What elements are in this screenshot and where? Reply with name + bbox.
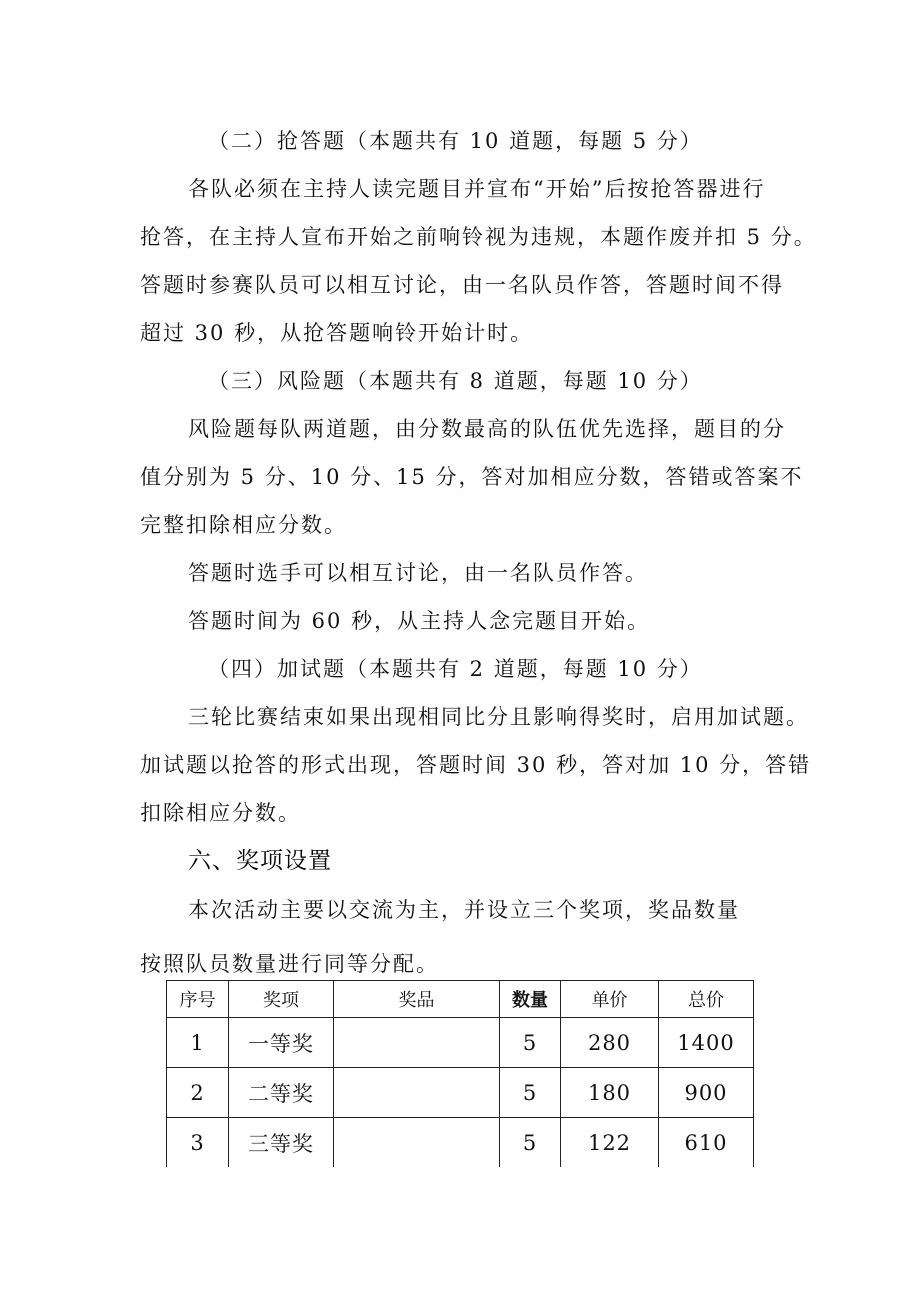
subsection-heading-quick-answer: （二）抢答题（本题共有 10 道题，每题 5 分） [208, 129, 703, 153]
header-index: 序号 [167, 981, 229, 1018]
paragraph-line: 按照队员数量进行同等分配。 [140, 952, 439, 976]
cell-prize [334, 1018, 500, 1068]
paragraph-line: 超过 30 秒，从抢答题响铃开始计时。 [140, 321, 534, 345]
header-prize: 奖品 [334, 981, 500, 1018]
paragraph-line: 抢答，在主持人宣布开始之前响铃视为违规，本题作废并扣 5 分。 [140, 225, 817, 249]
cell-total: 900 [659, 1068, 754, 1118]
paragraph-line: 三轮比赛结束如果出现相同比分且影响得奖时，启用加试题。 [188, 705, 809, 729]
cell-quantity: 5 [500, 1118, 561, 1168]
prize-table [166, 980, 754, 1167]
cell-prize [334, 1068, 500, 1118]
section-heading-awards: 六、奖项设置 [188, 848, 332, 874]
paragraph-line: 扣除相应分数。 [140, 801, 301, 825]
paragraph-line: 答题时参赛队员可以相互讨论，由一名队员作答，答题时间不得 [140, 273, 784, 297]
cell-total: 1400 [659, 1018, 754, 1068]
header-award: 奖项 [229, 981, 334, 1018]
cell-prize [334, 1118, 500, 1168]
table-row [167, 1018, 754, 1068]
paragraph-line: 各队必须在主持人读完题目并宣布“开始”后按抢答器进行 [188, 177, 766, 201]
cell-index: 2 [167, 1068, 229, 1118]
header-unit-price: 单价 [561, 981, 659, 1018]
table-row [167, 1068, 754, 1118]
cell-unit-price: 122 [561, 1118, 659, 1168]
paragraph-line: 加试题以抢答的形式出现，答题时间 30 秒，答对加 10 分，答错 [140, 753, 812, 777]
cell-award: 三等奖 [229, 1118, 334, 1168]
cell-index: 3 [167, 1118, 229, 1168]
cell-index: 1 [167, 1018, 229, 1068]
table-row [167, 1118, 754, 1168]
header-quantity: 数量 [500, 981, 561, 1018]
subsection-heading-risk: （三）风险题（本题共有 8 道题，每题 10 分） [208, 369, 703, 393]
cell-quantity: 5 [500, 1018, 561, 1068]
cell-award: 一等奖 [229, 1018, 334, 1068]
paragraph-line: 风险题每队两道题，由分数最高的队伍优先选择，题目的分 [188, 417, 786, 441]
header-total: 总价 [659, 981, 754, 1018]
cell-quantity: 5 [500, 1068, 561, 1118]
paragraph-line: 值分别为 5 分、10 分、15 分，答对加相应分数，答错或答案不 [140, 465, 804, 489]
cell-unit-price: 180 [561, 1068, 659, 1118]
cell-unit-price: 280 [561, 1018, 659, 1068]
paragraph-line: 完整扣除相应分数。 [140, 513, 347, 537]
table-header-row [167, 981, 754, 1018]
cell-total: 610 [659, 1118, 754, 1168]
paragraph-line: 答题时选手可以相互讨论，由一名队员作答。 [188, 561, 648, 585]
paragraph-line: 答题时间为 60 秒，从主持人念完题目开始。 [188, 609, 651, 633]
cell-award: 二等奖 [229, 1068, 334, 1118]
paragraph-line: 本次活动主要以交流为主，并设立三个奖项，奖品数量 [188, 898, 740, 922]
subsection-heading-extra: （四）加试题（本题共有 2 道题，每题 10 分） [208, 657, 703, 681]
